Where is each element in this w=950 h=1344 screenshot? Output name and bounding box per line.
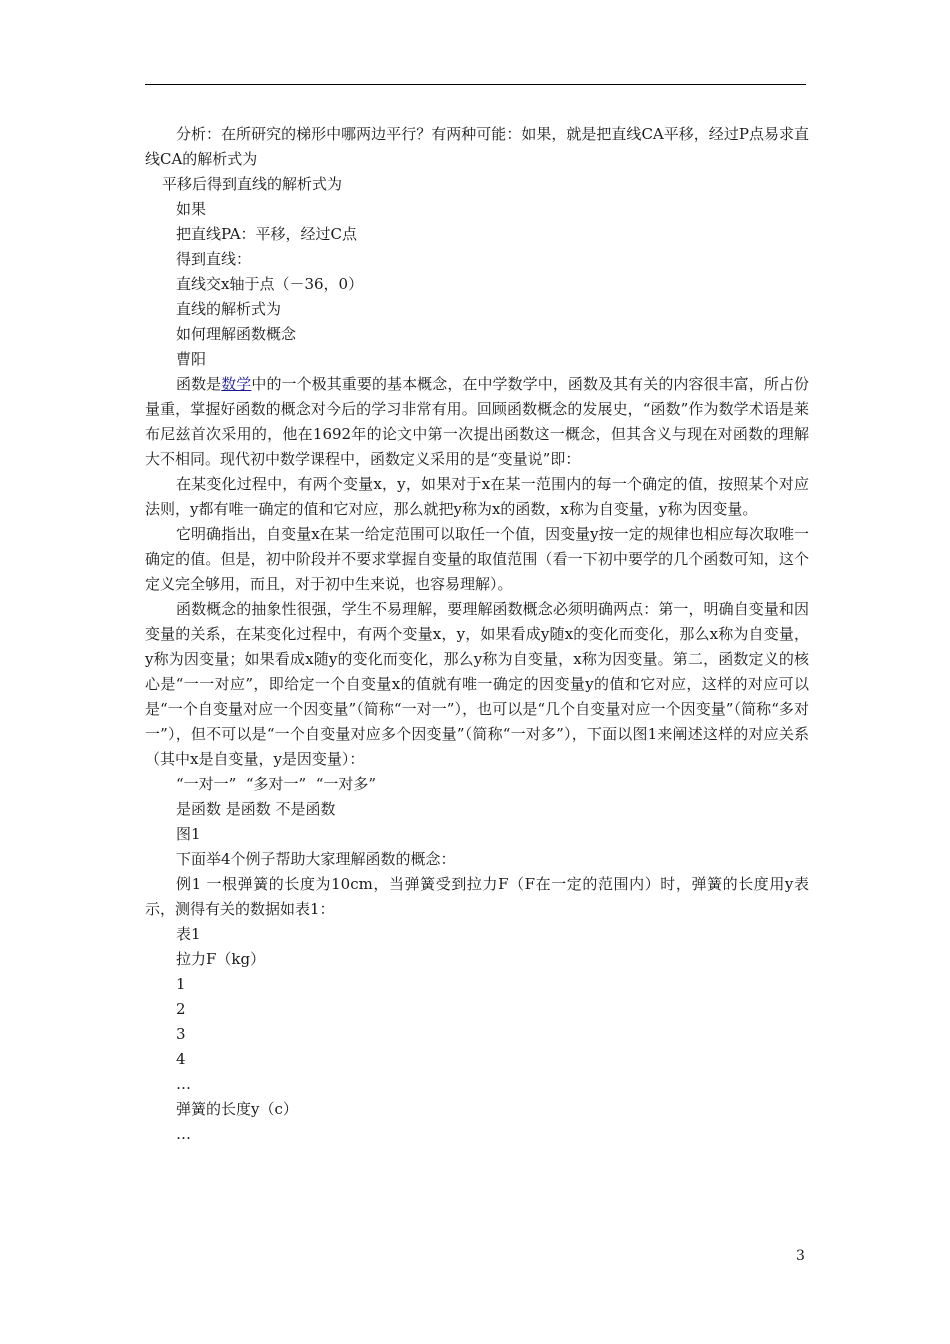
math-link[interactable]: 数学 [221,375,252,393]
line: 下面举4个例子帮助大家理解函数的概念： [176,850,456,868]
document-body [145,122,809,1147]
table-cell: 弹簧的长度y（c） [176,1100,298,1118]
line: 直线交x轴于点（－36，0） [176,275,364,293]
table-cell: … [176,1125,191,1143]
line: 平移后得到直线的解析式为 [162,175,343,193]
table-cell: 2 [176,1000,186,1018]
figure-captions: 是函数 是函数 不是函数 [176,800,336,818]
paragraph-definition: 在某变化过程中，有两个变量x，y，如果对于x在某一范围内的每一个确定的值，按照某个对应法则，y都有唯一确定的值和它对应，那么就把y称为x的函数，x称为自变量，y称为因变量。 [145,475,809,518]
table-cell: 3 [176,1025,186,1043]
header-rule [145,84,806,85]
figure-labels: “一对一” “多对一” “一对多” [176,775,377,793]
text: 函数是 [176,375,222,393]
text: 中的一个极其重要的基本概念，在中学数学中，函数及其有关的内容很丰富，所占份量重，掌握好函数的概念对今后的学习非常有用。回顾函数概念的发展史，“函数”作为数学术语是莱布尼兹首次采用的，他在1692年的论文中第一次提出函数这一概念，但其含义与现在对函数的理解大不相同。现代初中数学课程中，函数定义采用的是“变量说”即： [145,375,809,468]
paragraph-example1: 例1 一根弹簧的长度为10cm，当弹簧受到拉力F（F在一定的范围内）时，弹簧的长度用y表示，测得有关的数据如表1： [145,875,809,918]
author: 曹阳 [176,350,207,368]
table-cell: 拉力F（kg） [176,950,266,968]
figure-title: 图1 [176,825,201,843]
line: 直线的解析式为 [176,300,282,318]
table-cell: … [176,1075,191,1093]
article-title: 如何理解函数概念 [176,325,297,343]
line: 把直线PA：平移，经过C点 [176,225,358,243]
line: 如果 [176,200,207,218]
paragraph-explanation: 它明确指出，自变量x在某一给定范围可以取任一个值，因变量y按一定的规律也相应每次取唯一确定的值。但是，初中阶段并不要求掌握自变量的取值范围（看一下初中要学的几个函数可知，这个定义完全够用，而且，对于初中生来说，也容易理解）。 [145,525,809,593]
paragraph-intro [145,372,809,472]
table-title: 表1 [176,925,201,943]
table-cell: 1 [176,975,186,993]
page-number: 3 [796,1248,805,1264]
paragraph-abstraction: 函数概念的抽象性很强，学生不易理解，要理解函数概念必须明确两点：第一，明确自变量和因变量的关系，在某变化过程中，有两个变量x，y，如果看成y随x的变化而变化，那么x称为自变量，y称为因变量；如果看成x随y的变化而变化，那么y称为自变量，x称为因变量。第二，函数定义的核心是“一一对应”，即给定一个自变量x的值就有唯一确定的因变量y的值和它对应，这样的对应可以是“一个自变量对应一个因变量”（简称“一对一”），也可以是“几个自变量对应一个因变量”（简称“多对一”），但不可以是“一个自变量对应多个因变量”（简称“一对多”），下面以图1来阐述这样的对应关系（其中x是自变量，y是因变量）： [145,600,809,768]
line: 得到直线： [176,250,252,268]
table-cell: 4 [176,1050,186,1068]
paragraph-analysis: 分析：在所研究的梯形中哪两边平行？有两种可能：如果，就是把直线CA平移，经过P点易求直线CA的解析式为 [145,125,809,168]
